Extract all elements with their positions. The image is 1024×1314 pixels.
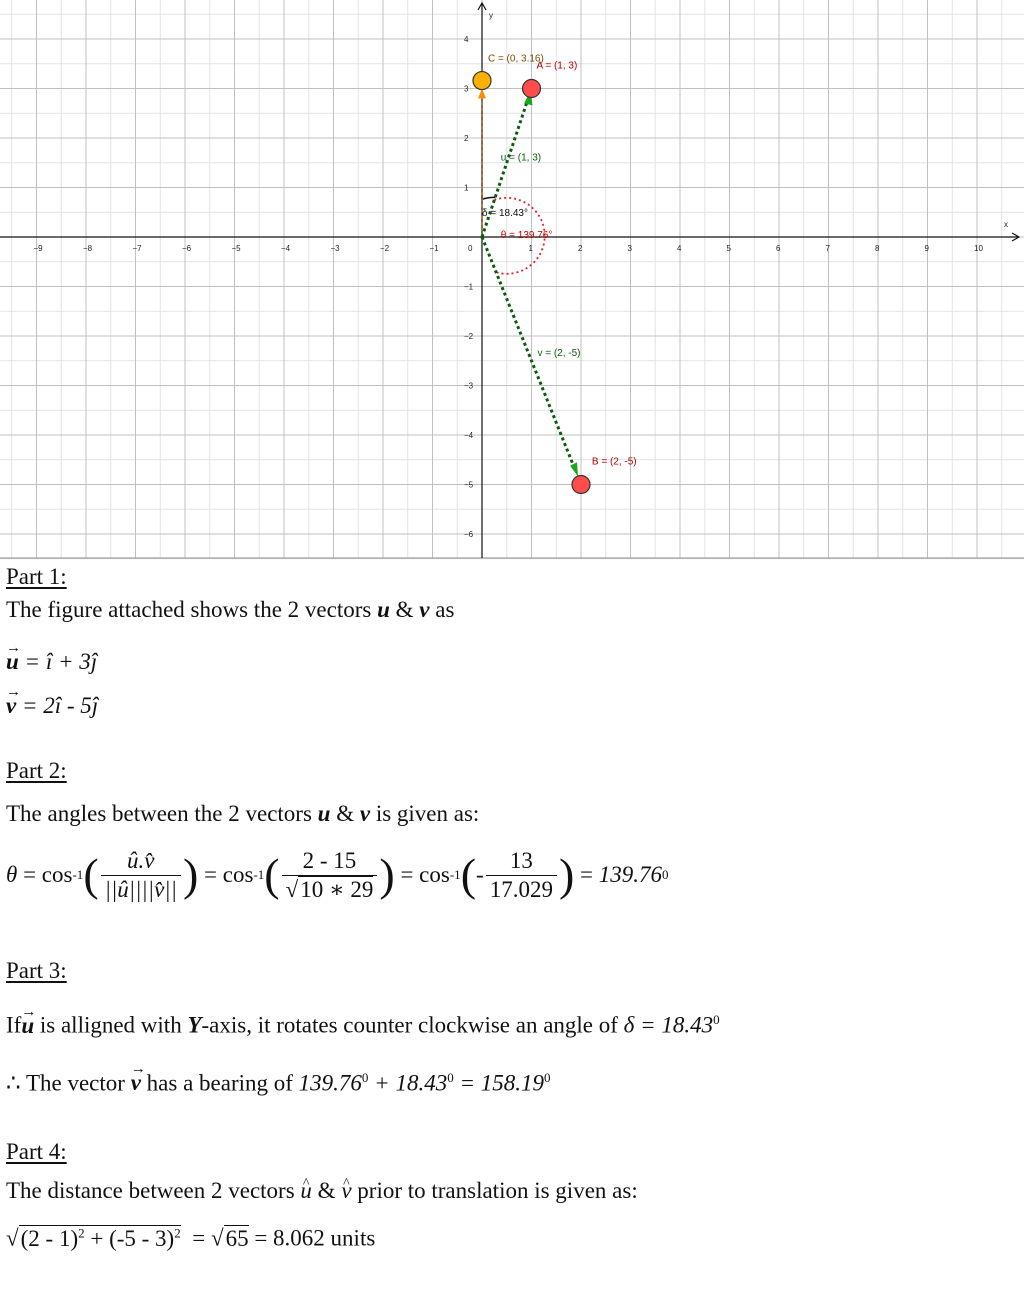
ampersand: & (395, 597, 414, 622)
bearing-b-deg: 0 (447, 1069, 454, 1085)
delta-label: δ = 18.43° (482, 208, 528, 220)
fraction-3-num: 13 (486, 847, 557, 876)
part1-text: The figure attached shows the 2 vectors (6, 597, 372, 622)
delta-degree: 0 (713, 1012, 720, 1027)
coordinate-graph (0, 0, 1024, 560)
x-tick-label: 5 (726, 244, 731, 253)
inverse-3: -1 (449, 867, 461, 882)
bearing-b: + 18.43 (374, 1070, 448, 1096)
theta-result: 139.76 (598, 862, 662, 887)
y-tick-label: −4 (464, 431, 474, 440)
theta-symbol: θ (6, 862, 18, 887)
y-axis-label: y (489, 11, 493, 20)
fraction-2: $\frac{2 - 15}{√10 ∗ 29}$ (282, 847, 378, 904)
fraction-3-den: 17.029 (489, 876, 553, 902)
bearing-result: = 158.19 (459, 1070, 544, 1096)
vector-v-label: v = (2, -5) (537, 347, 581, 359)
part3-bearing: has a bearing of (146, 1070, 293, 1096)
distance-equation: √(2 - 1)$^2$ + (-5 - 3)$^2$ = √65 = 8.062 units (6, 1225, 376, 1251)
point-a-label: A = (1, 3) (536, 60, 578, 72)
y-tick-label: 1 (464, 183, 469, 193)
x-tick-label: 0 (468, 244, 473, 253)
sqrt-65: 65 (225, 1225, 249, 1251)
y-tick-label: −1 (464, 282, 474, 292)
theta-label: θ = 139.76° (500, 229, 553, 241)
x-tick-label: 7 (825, 244, 830, 253)
delta-value: δ = 18.43 (623, 1012, 714, 1038)
equation-u (6, 648, 1016, 676)
fraction-1-num: û.v̂ (101, 847, 181, 876)
theta-degree: 0 (662, 867, 669, 882)
v-symbol-2: v (359, 801, 371, 826)
x-tick-label: −6 (182, 244, 192, 253)
x-tick-label: 10 (974, 244, 983, 253)
x-tick-label: 8 (875, 244, 880, 253)
y-tick-label: −5 (464, 480, 474, 490)
u-symbol: u (377, 597, 390, 622)
x-tick-label: −3 (330, 244, 340, 253)
fraction-2-num: 2 - 15 (282, 847, 378, 876)
y-tick-label: 2 (464, 134, 469, 143)
bearing-a-deg: 0 (361, 1069, 369, 1085)
x-tick-label: −8 (83, 244, 93, 253)
part2-heading: Part 2: (6, 758, 67, 783)
part4-heading: Part 4: (6, 1139, 67, 1165)
part3-heading: Part 3: (6, 958, 67, 983)
part2-given: is given as: (375, 801, 480, 826)
point-a (523, 80, 541, 98)
y-tick-label: 4 (464, 35, 469, 44)
cos-2: cos (222, 862, 254, 887)
u-hat: ^ u (300, 1177, 312, 1205)
fraction-2-den: 10 ∗ 29 (300, 876, 374, 902)
y-tick-label: −2 (464, 332, 474, 341)
y-tick-label: −3 (464, 381, 474, 391)
fraction-1-den: ||û||||v̂|| (104, 876, 177, 902)
u-vector-symbol: → u (6, 648, 19, 676)
v-components: = 2î - 5ĵ (21, 693, 99, 718)
delta-arc (482, 197, 495, 199)
v-symbol: v (419, 597, 430, 622)
distance-result: = 8.062 units (254, 1225, 376, 1251)
radicand-b: + (-5 - 3) (90, 1225, 175, 1251)
part4-intro (6, 1177, 1016, 1205)
u-symbol-2: u (317, 801, 331, 826)
part2-intro (6, 800, 1016, 828)
bearing-a: 139.76 (298, 1070, 362, 1096)
equation-v (6, 692, 1016, 720)
part4-text: The distance between 2 vectors (6, 1178, 295, 1204)
u-vector-symbol-2: → u (21, 1012, 34, 1040)
ampersand-2: & (336, 801, 355, 826)
x-tick-label: −5 (231, 244, 241, 253)
part3-rotate: -axis, it rotates counter clockwise an angle of (201, 1012, 618, 1038)
point-b-label: B = (2, -5) (591, 456, 637, 468)
y-tick-label: −6 (464, 530, 474, 539)
part3-aligned: is alligned with (39, 1012, 182, 1038)
cos-3: cos (419, 862, 450, 887)
fraction-1 (101, 847, 181, 904)
x-tick-label: −2 (380, 244, 390, 253)
angle-equation: θ = cos -1 ( $\frac{û.v̂}{||û||||v̂||}$ ) = cos -1 ( $\frac{2 - 15}{√10 ∗ 29}$ ) = cos -1 ( - $\frac{13}{17.029}$ ) = 139.76 0 (6, 847, 669, 902)
x-tick-label: 2 (578, 244, 583, 253)
v-hat: ^ v (341, 1177, 351, 1205)
vector-v-arrowhead-icon (570, 462, 578, 476)
solution-text (6, 562, 1016, 1253)
part1-heading: Part 1: (6, 564, 67, 589)
x-tick-label: 4 (677, 244, 682, 253)
point-b (572, 476, 590, 494)
y-tick-label: 3 (464, 84, 469, 94)
inverse-2: -1 (253, 867, 265, 882)
x-tick-label: 9 (924, 244, 929, 253)
u-components: = î + 3ĵ (24, 649, 98, 674)
part3-line2 (6, 1064, 1016, 1098)
point-c (473, 72, 491, 90)
part3-line1 (6, 1006, 1016, 1040)
part2-text: The angles between the 2 vectors (6, 801, 312, 826)
point-c-label: C = (0, 3.16) (487, 53, 544, 65)
part3-therefore: ∴ The vector (6, 1070, 125, 1096)
cos-1: cos (41, 862, 73, 887)
x-tick-label: −7 (132, 244, 142, 253)
x-axis-label: x (1004, 220, 1008, 229)
radicand-a: (2 - 1) (20, 1225, 79, 1251)
vector-u-label: u = (1, 3) (500, 152, 542, 164)
ampersand-3: & (317, 1178, 336, 1204)
y-axis-symbol: Y (187, 1012, 202, 1038)
x-tick-label: −9 (33, 244, 43, 253)
x-tick-label: 3 (627, 244, 632, 253)
x-tick-label: −1 (429, 244, 439, 253)
inverse-1: -1 (72, 867, 84, 882)
x-tick-label: 1 (528, 244, 533, 253)
x-tick-label: −4 (281, 244, 291, 253)
v-vector-symbol: → v (6, 692, 16, 720)
v-vector-symbol-2: → v (131, 1069, 141, 1097)
part4-prior: prior to translation is given as: (357, 1178, 638, 1204)
distance-radicand: (2 - 1)$^2$ + (-5 - 3)$^2$ (20, 1225, 181, 1251)
x-tick-label: 6 (776, 244, 781, 253)
part3-if: If (6, 1012, 22, 1038)
fraction-3 (486, 847, 557, 904)
part1-as: as (435, 597, 455, 622)
bearing-result-deg: 0 (543, 1069, 551, 1085)
part1-intro (6, 596, 1016, 624)
